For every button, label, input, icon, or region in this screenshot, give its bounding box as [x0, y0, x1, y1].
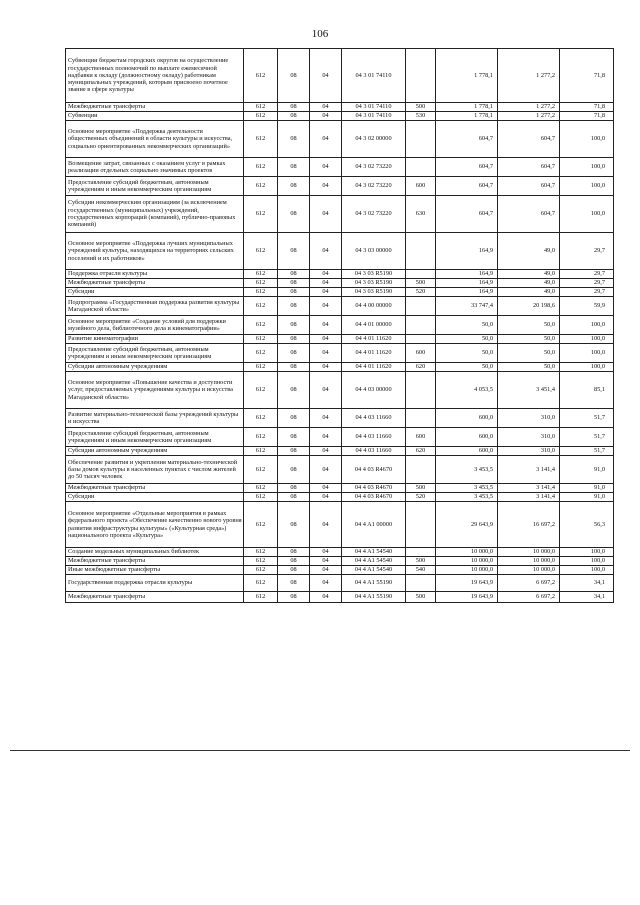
row-executed: 1 277,2: [498, 103, 560, 112]
row-expense-type: 500: [406, 557, 436, 566]
row-subsection: 04: [310, 566, 342, 575]
row-ved: 612: [244, 557, 278, 566]
row-name: Обеспечение развития и укрепления материально-технической базы домов культуры в населенных пунктах с числом жителей до 50 тысяч человек: [66, 456, 244, 484]
row-ved: 612: [244, 456, 278, 484]
row-planned: 600,0: [436, 447, 498, 456]
row-section: 08: [278, 428, 310, 447]
row-section: 08: [278, 493, 310, 502]
row-subsection: 04: [310, 279, 342, 288]
row-ved: 612: [244, 484, 278, 493]
row-name: Субвенции бюджетам городских округов на осуществление государственных полномочий по выплате ежемесячной надбавки к окладу (должностному окладу) работникам муниципальных учреждений, которым присвоено почетное звание в сфере культуры: [66, 49, 244, 103]
table-row: [66, 363, 614, 372]
row-percent: 91,0: [560, 456, 614, 484]
row-expense-type: [406, 548, 436, 557]
row-percent: 100,0: [560, 566, 614, 575]
row-planned: 19 643,9: [436, 592, 498, 603]
row-target-code: 04 4 01 11620: [342, 344, 406, 363]
row-percent: 34,1: [560, 575, 614, 592]
row-percent: 100,0: [560, 557, 614, 566]
row-executed: 6 697,2: [498, 592, 560, 603]
row-expense-type: [406, 233, 436, 270]
row-subsection: 04: [310, 409, 342, 428]
row-percent: 29,7: [560, 270, 614, 279]
row-target-code: 04 3 03 00000: [342, 233, 406, 270]
table-row: [66, 456, 614, 484]
row-name: Развитие материально-технической базы учреждений культуры и искусства: [66, 409, 244, 428]
row-planned: 4 053,5: [436, 372, 498, 409]
row-ved: 612: [244, 279, 278, 288]
row-percent: 100,0: [560, 196, 614, 233]
row-target-code: 04 3 03 R5190: [342, 279, 406, 288]
row-percent: 59,9: [560, 297, 614, 316]
row-ved: 612: [244, 428, 278, 447]
row-section: 08: [278, 177, 310, 196]
row-target-code: 04 3 01 74110: [342, 112, 406, 121]
row-target-code: 04 4 03 00000: [342, 372, 406, 409]
row-planned: 3 453,5: [436, 493, 498, 502]
table-row: [66, 566, 614, 575]
row-section: 08: [278, 566, 310, 575]
row-section: 08: [278, 592, 310, 603]
row-subsection: 04: [310, 297, 342, 316]
row-executed: 20 198,6: [498, 297, 560, 316]
row-expense-type: 500: [406, 592, 436, 603]
table-body: [66, 49, 614, 603]
row-target-code: 04 4 A1 54540: [342, 548, 406, 557]
row-section: 08: [278, 112, 310, 121]
row-executed: 3 141,4: [498, 484, 560, 493]
row-planned: 604,7: [436, 177, 498, 196]
row-ved: 612: [244, 270, 278, 279]
row-planned: 50,0: [436, 344, 498, 363]
row-expense-type: 600: [406, 344, 436, 363]
row-name: Поддержка отрасли культуры: [66, 270, 244, 279]
row-percent: 29,7: [560, 288, 614, 297]
row-executed: 10 000,0: [498, 566, 560, 575]
row-percent: 100,0: [560, 158, 614, 177]
row-name: Субсидии некоммерческим организациям (за исключением государственных (муниципальных) учреждений, государственных корпораций (компаний), публично-правовых компаний): [66, 196, 244, 233]
row-planned: 164,9: [436, 288, 498, 297]
row-percent: 71,8: [560, 103, 614, 112]
row-target-code: 04 3 02 00000: [342, 121, 406, 158]
table-row: [66, 103, 614, 112]
row-executed: 10 000,0: [498, 548, 560, 557]
row-percent: 29,7: [560, 233, 614, 270]
row-ved: 612: [244, 316, 278, 335]
row-section: 08: [278, 158, 310, 177]
row-ved: 612: [244, 121, 278, 158]
table-row: [66, 121, 614, 158]
table-row: [66, 49, 614, 103]
row-section: 08: [278, 548, 310, 557]
row-planned: 19 643,9: [436, 575, 498, 592]
row-expense-type: 620: [406, 363, 436, 372]
row-ved: 612: [244, 502, 278, 548]
row-name: Предоставление субсидий бюджетным, автономным учреждениям и иным некоммерческим организациям: [66, 177, 244, 196]
row-executed: 604,7: [498, 121, 560, 158]
row-expense-type: [406, 158, 436, 177]
table-row: [66, 493, 614, 502]
row-name: Предоставление субсидий бюджетным, автономным учреждениям и иным некоммерческим организациям: [66, 344, 244, 363]
row-executed: 1 277,2: [498, 112, 560, 121]
row-section: 08: [278, 335, 310, 344]
row-ved: 612: [244, 335, 278, 344]
row-subsection: 04: [310, 548, 342, 557]
row-target-code: 04 4 A1 55190: [342, 592, 406, 603]
table-row: [66, 288, 614, 297]
row-ved: 612: [244, 363, 278, 372]
row-percent: 100,0: [560, 121, 614, 158]
row-planned: 3 453,5: [436, 456, 498, 484]
row-planned: 1 778,1: [436, 103, 498, 112]
table-row: [66, 557, 614, 566]
row-ved: 612: [244, 297, 278, 316]
row-expense-type: 500: [406, 103, 436, 112]
row-section: 08: [278, 409, 310, 428]
row-ved: 612: [244, 158, 278, 177]
row-section: 08: [278, 121, 310, 158]
row-executed: 50,0: [498, 344, 560, 363]
row-ved: 612: [244, 196, 278, 233]
row-section: 08: [278, 49, 310, 103]
row-subsection: 04: [310, 335, 342, 344]
row-name: Субсидии автономным учреждениям: [66, 447, 244, 456]
row-name: Основное мероприятие «Создание условий для поддержки музейного дела, библиотечного дела и кинематографии»: [66, 316, 244, 335]
row-percent: 34,1: [560, 592, 614, 603]
table-row: [66, 344, 614, 363]
row-subsection: 04: [310, 103, 342, 112]
row-planned: 600,0: [436, 428, 498, 447]
table-row: [66, 447, 614, 456]
row-percent: 71,8: [560, 112, 614, 121]
row-subsection: 04: [310, 428, 342, 447]
row-target-code: 04 4 03 11660: [342, 409, 406, 428]
row-target-code: 04 4 01 11620: [342, 363, 406, 372]
page-number: 106: [311, 28, 329, 40]
row-expense-type: 500: [406, 484, 436, 493]
row-name: Основное мероприятие «Поддержка лучших муниципальных учреждений культуры, находящихся на территориях сельских поселений и их работников»: [66, 233, 244, 270]
row-target-code: 04 3 01 74110: [342, 103, 406, 112]
row-percent: 100,0: [560, 335, 614, 344]
row-target-code: 04 3 02 73220: [342, 196, 406, 233]
row-target-code: 04 4 A1 54540: [342, 566, 406, 575]
row-name: Межбюджетные трансферты: [66, 103, 244, 112]
row-executed: 604,7: [498, 177, 560, 196]
row-section: 08: [278, 316, 310, 335]
row-expense-type: 500: [406, 279, 436, 288]
row-section: 08: [278, 103, 310, 112]
row-subsection: 04: [310, 316, 342, 335]
row-subsection: 04: [310, 372, 342, 409]
row-target-code: 04 4 03 R4670: [342, 484, 406, 493]
row-percent: 100,0: [560, 316, 614, 335]
row-expense-type: 600: [406, 177, 436, 196]
row-expense-type: 520: [406, 493, 436, 502]
row-name: Основное мероприятие «Отдельные мероприятия в рамках федерального проекта «Обеспечение качественно нового уровня развития инфраструктуры культуры» («Культурная среда») национального проекта «Культура»: [66, 502, 244, 548]
row-subsection: 04: [310, 233, 342, 270]
row-expense-type: [406, 335, 436, 344]
row-target-code: 04 4 03 R4670: [342, 456, 406, 484]
row-percent: 71,8: [560, 49, 614, 103]
table-row: [66, 297, 614, 316]
row-name: Возмещение затрат, связанных с оказанием услуг в рамках реализации отдельных социально значимых проектов: [66, 158, 244, 177]
row-name: Субсидии: [66, 288, 244, 297]
row-executed: 16 697,2: [498, 502, 560, 548]
row-section: 08: [278, 456, 310, 484]
row-section: 08: [278, 288, 310, 297]
row-ved: 612: [244, 344, 278, 363]
row-percent: 51,7: [560, 409, 614, 428]
row-target-code: 04 4 03 R4670: [342, 493, 406, 502]
row-target-code: 04 4 00 00000: [342, 297, 406, 316]
row-expense-type: [406, 456, 436, 484]
row-executed: 6 697,2: [498, 575, 560, 592]
row-target-code: 04 4 A1 54540: [342, 557, 406, 566]
row-planned: 600,0: [436, 409, 498, 428]
row-percent: 51,7: [560, 428, 614, 447]
row-planned: 604,7: [436, 158, 498, 177]
row-planned: 10 000,0: [436, 557, 498, 566]
row-planned: 50,0: [436, 363, 498, 372]
row-name: Субсидии автономным учреждениям: [66, 363, 244, 372]
row-subsection: 04: [310, 493, 342, 502]
row-expense-type: [406, 270, 436, 279]
row-ved: 612: [244, 409, 278, 428]
table-row: [66, 196, 614, 233]
row-percent: 100,0: [560, 344, 614, 363]
row-ved: 612: [244, 288, 278, 297]
row-expense-type: [406, 121, 436, 158]
table-row: [66, 335, 614, 344]
table-row: [66, 233, 614, 270]
row-expense-type: [406, 409, 436, 428]
row-executed: 310,0: [498, 428, 560, 447]
row-subsection: 04: [310, 121, 342, 158]
row-target-code: 04 4 01 11620: [342, 335, 406, 344]
row-percent: 91,0: [560, 484, 614, 493]
row-section: 08: [278, 279, 310, 288]
row-name: Подпрограмма «Государственная поддержка развития культуры Магаданской области»: [66, 297, 244, 316]
row-name: Создание модельных муниципальных библиотек: [66, 548, 244, 557]
row-ved: 612: [244, 566, 278, 575]
row-ved: 612: [244, 103, 278, 112]
row-name: Субвенции: [66, 112, 244, 121]
row-executed: 3 451,4: [498, 372, 560, 409]
row-expense-type: 540: [406, 566, 436, 575]
table-row: [66, 316, 614, 335]
row-executed: 50,0: [498, 335, 560, 344]
table-row: [66, 270, 614, 279]
table-row: [66, 409, 614, 428]
row-ved: 612: [244, 49, 278, 103]
row-section: 08: [278, 447, 310, 456]
row-expense-type: [406, 502, 436, 548]
table-row: [66, 279, 614, 288]
row-target-code: 04 4 03 11660: [342, 447, 406, 456]
row-name: Предоставление субсидий бюджетным, автономным учреждениям и иным некоммерческим организациям: [66, 428, 244, 447]
row-name: Межбюджетные трансферты: [66, 592, 244, 603]
row-subsection: 04: [310, 158, 342, 177]
row-percent: 29,7: [560, 279, 614, 288]
table-row: [66, 575, 614, 592]
row-planned: 3 453,5: [436, 484, 498, 493]
row-subsection: 04: [310, 196, 342, 233]
row-planned: 604,7: [436, 196, 498, 233]
row-ved: 612: [244, 592, 278, 603]
table-row: [66, 592, 614, 603]
row-planned: 164,9: [436, 270, 498, 279]
row-percent: 51,7: [560, 447, 614, 456]
table-row: [66, 158, 614, 177]
row-target-code: 04 3 03 R5190: [342, 270, 406, 279]
row-section: 08: [278, 363, 310, 372]
row-subsection: 04: [310, 456, 342, 484]
row-name: Развитие кинематографии: [66, 335, 244, 344]
row-percent: 100,0: [560, 363, 614, 372]
row-section: 08: [278, 196, 310, 233]
row-subsection: 04: [310, 592, 342, 603]
row-executed: 310,0: [498, 447, 560, 456]
row-subsection: 04: [310, 288, 342, 297]
row-ved: 612: [244, 447, 278, 456]
row-ved: 612: [244, 548, 278, 557]
table-row: [66, 112, 614, 121]
row-subsection: 04: [310, 112, 342, 121]
row-subsection: 04: [310, 49, 342, 103]
row-planned: 33 747,4: [436, 297, 498, 316]
row-executed: 49,0: [498, 270, 560, 279]
row-subsection: 04: [310, 502, 342, 548]
row-section: 08: [278, 484, 310, 493]
row-planned: 10 000,0: [436, 548, 498, 557]
table-row: [66, 372, 614, 409]
row-expense-type: [406, 372, 436, 409]
table-row: [66, 548, 614, 557]
row-ved: 612: [244, 575, 278, 592]
row-planned: 164,9: [436, 279, 498, 288]
row-name: Межбюджетные трансферты: [66, 279, 244, 288]
row-expense-type: [406, 575, 436, 592]
row-section: 08: [278, 372, 310, 409]
row-name: Основное мероприятие «Повышение качества и доступности услуг, предоставляемых учреждениями культуры и искусства Магаданской области»: [66, 372, 244, 409]
row-section: 08: [278, 233, 310, 270]
row-name: Межбюджетные трансферты: [66, 484, 244, 493]
row-executed: 1 277,2: [498, 49, 560, 103]
row-subsection: 04: [310, 177, 342, 196]
row-expense-type: 530: [406, 112, 436, 121]
row-target-code: 04 4 A1 00000: [342, 502, 406, 548]
row-subsection: 04: [310, 484, 342, 493]
row-planned: 164,9: [436, 233, 498, 270]
row-expense-type: 600: [406, 428, 436, 447]
row-ved: 612: [244, 493, 278, 502]
row-percent: 91,0: [560, 493, 614, 502]
row-planned: 1 778,1: [436, 112, 498, 121]
row-section: 08: [278, 270, 310, 279]
table-row: [66, 177, 614, 196]
row-executed: 3 141,4: [498, 493, 560, 502]
row-name: Иные межбюджетные трансферты: [66, 566, 244, 575]
row-ved: 612: [244, 372, 278, 409]
row-executed: 310,0: [498, 409, 560, 428]
row-executed: 3 141,4: [498, 456, 560, 484]
row-section: 08: [278, 502, 310, 548]
row-planned: 1 778,1: [436, 49, 498, 103]
row-target-code: 04 3 02 73220: [342, 177, 406, 196]
row-executed: 50,0: [498, 316, 560, 335]
row-name: Субсидии: [66, 493, 244, 502]
row-executed: 10 000,0: [498, 557, 560, 566]
row-percent: 100,0: [560, 548, 614, 557]
row-planned: 29 643,9: [436, 502, 498, 548]
table-row: [66, 502, 614, 548]
row-section: 08: [278, 557, 310, 566]
row-executed: 49,0: [498, 288, 560, 297]
row-executed: 50,0: [498, 363, 560, 372]
row-expense-type: [406, 297, 436, 316]
row-subsection: 04: [310, 575, 342, 592]
row-subsection: 04: [310, 447, 342, 456]
row-section: 08: [278, 575, 310, 592]
row-section: 08: [278, 297, 310, 316]
budget-table: [65, 48, 614, 603]
row-planned: 50,0: [436, 335, 498, 344]
row-target-code: 04 3 01 74110: [342, 49, 406, 103]
row-percent: 85,1: [560, 372, 614, 409]
row-subsection: 04: [310, 270, 342, 279]
row-subsection: 04: [310, 363, 342, 372]
table-row: [66, 428, 614, 447]
row-name: Межбюджетные трансферты: [66, 557, 244, 566]
row-target-code: 04 3 02 73220: [342, 158, 406, 177]
row-expense-type: [406, 316, 436, 335]
row-planned: 604,7: [436, 121, 498, 158]
footer-rule: [10, 750, 630, 751]
row-subsection: 04: [310, 344, 342, 363]
row-expense-type: 520: [406, 288, 436, 297]
row-target-code: 04 4 A1 55190: [342, 575, 406, 592]
row-subsection: 04: [310, 557, 342, 566]
row-expense-type: 620: [406, 447, 436, 456]
row-target-code: 04 4 01 00000: [342, 316, 406, 335]
row-expense-type: [406, 49, 436, 103]
row-expense-type: 630: [406, 196, 436, 233]
row-target-code: 04 3 03 R5190: [342, 288, 406, 297]
row-executed: 604,7: [498, 196, 560, 233]
row-ved: 612: [244, 233, 278, 270]
row-name: Основное мероприятие «Поддержка деятельности общественных объединений в области культуры и искусства, социально ориентированных некоммерческих организаций»: [66, 121, 244, 158]
row-executed: 49,0: [498, 233, 560, 270]
row-name: Государственная поддержка отрасли культуры: [66, 575, 244, 592]
row-section: 08: [278, 344, 310, 363]
row-percent: 100,0: [560, 177, 614, 196]
row-executed: 49,0: [498, 279, 560, 288]
row-planned: 50,0: [436, 316, 498, 335]
row-ved: 612: [244, 112, 278, 121]
table-row: [66, 484, 614, 493]
row-executed: 604,7: [498, 158, 560, 177]
row-planned: 10 000,0: [436, 566, 498, 575]
row-target-code: 04 4 03 11660: [342, 428, 406, 447]
row-ved: 612: [244, 177, 278, 196]
row-percent: 56,3: [560, 502, 614, 548]
